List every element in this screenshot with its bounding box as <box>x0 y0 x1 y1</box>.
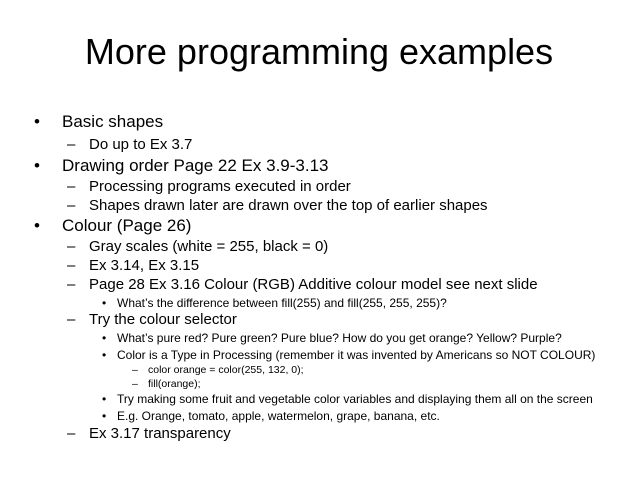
bullet-text: E.g. Orange, tomato, apple, watermelon, grape, banana, etc. <box>117 409 440 423</box>
bullet-item <box>34 155 329 177</box>
sub-bullet-item <box>67 237 329 257</box>
bullet-text: Drawing order Page 22 Ex 3.9-3.13 <box>62 156 329 175</box>
sub-sub-bullet-item <box>102 408 440 424</box>
bullet-text: What’s the difference between fill(255) and fill(255, 255, 255)? <box>117 296 447 310</box>
dash-marker: – <box>132 378 138 390</box>
sub-sub-bullet-item <box>102 295 447 311</box>
bullet-text: Basic shapes <box>62 112 164 131</box>
dash-marker: – <box>67 276 76 293</box>
bullet-text: Page 28 Ex 3.16 Colour (RGB) Additive colour model see next slide <box>89 276 538 293</box>
level-four-item <box>132 377 201 391</box>
sub-bullet-item <box>67 424 231 444</box>
bullet-marker: • <box>34 112 40 131</box>
bullet-item <box>34 111 164 133</box>
dash-marker: – <box>67 311 76 328</box>
bullet-marker: • <box>102 409 107 423</box>
bullet-text: Do up to Ex 3.7 <box>89 136 193 153</box>
dash-marker: – <box>67 238 76 255</box>
bullet-marker: • <box>102 331 107 345</box>
bullet-marker: • <box>102 348 107 362</box>
bullet-text: Ex 3.17 transparency <box>89 425 231 442</box>
level-four-item <box>132 363 304 377</box>
bullet-marker: • <box>102 392 107 406</box>
dash-marker: – <box>67 257 76 274</box>
sub-bullet-item <box>67 135 193 155</box>
bullet-text: Ex 3.14, Ex 3.15 <box>89 257 200 274</box>
bullet-marker: • <box>34 216 40 235</box>
bullet-text: Gray scales (white = 255, black = 0) <box>89 238 329 255</box>
sub-sub-bullet-item <box>102 330 562 346</box>
sub-sub-bullet-item <box>102 347 596 363</box>
dash-marker: – <box>67 136 76 153</box>
bullet-text: Shapes drawn later are drawn over the top of earlier shapes <box>89 197 488 214</box>
bullet-text: fill(orange); <box>148 378 201 390</box>
sub-bullet-item <box>67 177 351 197</box>
dash-marker: – <box>67 178 76 195</box>
bullet-item <box>34 215 192 237</box>
bullet-marker: • <box>34 156 40 175</box>
sub-bullet-item <box>67 196 488 216</box>
sub-sub-bullet-item <box>102 391 593 407</box>
bullet-text: Try making some fruit and vegetable color variables and displaying them all on the screen <box>117 392 593 406</box>
dash-marker: – <box>67 425 76 442</box>
bullet-text: Color is a Type in Processing (remember it was invented by Americans so NOT COLOUR) <box>117 348 596 362</box>
slide-title: More programming examples <box>84 31 554 72</box>
dash-marker: – <box>132 364 138 376</box>
sub-bullet-item <box>67 275 538 295</box>
bullet-text: Try the colour selector <box>89 311 237 328</box>
sub-bullet-item <box>67 310 237 330</box>
dash-marker: – <box>67 197 76 214</box>
bullet-text: Processing programs executed in order <box>89 178 351 195</box>
bullet-text: color orange = color(255, 132, 0); <box>148 364 304 376</box>
sub-bullet-item <box>67 256 200 276</box>
bullet-text: What’s pure red? Pure green? Pure blue? How do you get orange? Yellow? Purple? <box>117 331 562 345</box>
bullet-marker: • <box>102 296 107 310</box>
bullet-text: Colour (Page 26) <box>62 216 192 235</box>
